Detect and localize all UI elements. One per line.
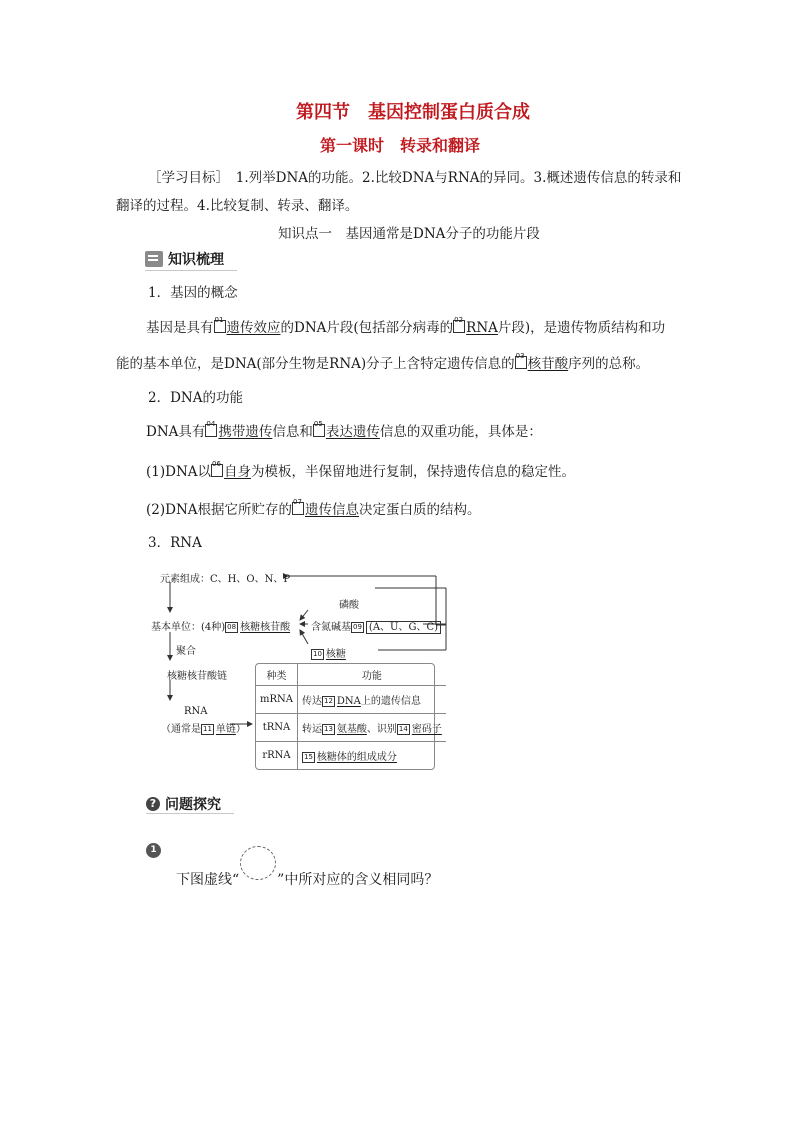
rna-function-table <box>255 663 442 770</box>
rna-chain: 核糖核苷酸链 <box>167 671 227 682</box>
blank-01: 遗传效应 <box>226 320 281 336</box>
rna-ribose: 10 核糖 <box>313 649 346 660</box>
question-text: 下图虚线“ ”中所对应的含义相同吗？ <box>176 846 438 890</box>
section-header-question <box>146 794 221 814</box>
knowledge-point-title: 知识点一 基因通常是DNA分子的功能片段 <box>278 226 540 242</box>
table-row: tRNA 转运 13 氨基酸、识别 14 密码子 <box>256 714 446 742</box>
gene-concept-para2: 能的基本单位，是DNA(部分生物是RNA)分子上含特定遗传信息的 03 核苷酸序列的总称。 <box>116 352 650 372</box>
section-header-knowledge <box>145 249 224 269</box>
table-header-function: 功能 <box>361 671 382 682</box>
rna-bases: 含氮碱基 09 (A、U、G、C) <box>311 618 441 633</box>
rna-label: RNA <box>184 706 208 717</box>
section-header-label: 知识梳理 <box>168 252 224 268</box>
dna-function-heading: 2．DNA的功能 <box>148 390 243 406</box>
question-icon: ? <box>146 797 160 811</box>
page-subtitle: 第一课时 转录和翻译 <box>320 136 481 155</box>
dna-function-para3: (2)DNA根据它所贮存的 07 遗传信息决定蛋白质的结构。 <box>146 498 481 518</box>
blank-06: 自身 <box>224 464 252 480</box>
question-number-badge: 1 <box>146 843 161 858</box>
objectives-line1: ［学习目标］ 1.列举DNA的功能。2.比较DNA与RNA的异同。3.概述遗传信息的转录和 <box>148 170 682 186</box>
gene-concept-heading: 1．基因的概念 <box>148 285 238 301</box>
table-row: mRNA 传达 12 DNA上的遗传信息 <box>256 686 446 714</box>
pencil-icon <box>145 251 163 267</box>
rna-phosphate: 磷酸 <box>339 600 359 611</box>
dna-function-para2: (1)DNA以 06 自身为模板，半保留地进行复制，保持遗传信息的稳定性。 <box>146 460 576 480</box>
table-row: rRNA 15 核糖体的组成成分 <box>256 742 446 770</box>
blank-02: RNA <box>466 320 498 336</box>
dna-function-para1: DNA具有 04 携带遗传信息和 05 表达遗传信息的双重功能，具体是： <box>146 420 542 440</box>
rna-polymerize: 聚合 <box>176 646 196 657</box>
blank-04: 携带遗传 <box>218 424 273 440</box>
blank-05: 表达遗传 <box>325 424 380 440</box>
blank-07: 遗传信息 <box>305 502 360 518</box>
rna-heading: 3．RNA <box>148 535 202 551</box>
section-header-label: 问题探究 <box>165 797 221 813</box>
objectives-line2: 翻译的过程。4.比较复制、转录、翻译。 <box>116 198 359 214</box>
gene-concept-para1: 基因是具有 01 遗传效应的DNA片段(包括部分病毒的 02 RNA片段)，是遗传物质结构和功 <box>146 316 666 336</box>
rna-basic-unit: 基本单位：(4种) 08 核糖核苷酸 <box>151 622 291 633</box>
blank-03: 核苷酸 <box>527 356 569 372</box>
page-title: 第四节 基因控制蛋白质合成 <box>296 102 530 123</box>
rna-usually: （通常是 11 单链） <box>161 724 246 735</box>
dashed-circle-icon <box>240 846 276 880</box>
table-header-type: 种类 <box>256 664 297 686</box>
section-underline <box>146 813 234 814</box>
section-underline <box>145 270 237 271</box>
rna-elements: 元素组成：C、H、O、N、P <box>160 574 291 585</box>
